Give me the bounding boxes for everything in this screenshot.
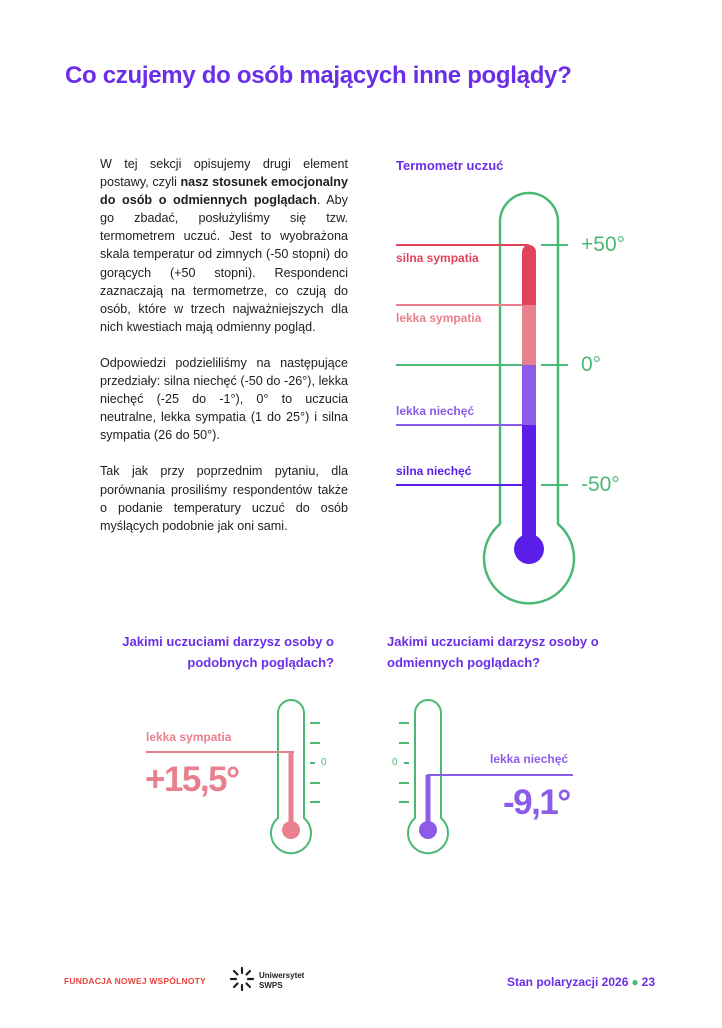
- different-feeling-value: -9,1°: [503, 783, 570, 822]
- column-light-aversion: [522, 365, 536, 425]
- intro-paragraph-2: Odpowiedzi podzieliliśmy na następujące przedziały: silna niechęć (-50 do -26°), lekka niechęć (-25 do -1°), 0° to uczucia neutralne, lekka sympatia (1 do 25°) i silna sympatia (26 do 50°).: [100, 355, 348, 443]
- swps-logo-text: Uniwersytet SWPS: [259, 971, 305, 990]
- footer-foundation-name: FUNDACJA NOWEJ WSPÓLNOTY: [64, 976, 206, 986]
- different-feeling-label: lekka niechęć: [490, 752, 569, 766]
- band-label-strong-aversion: silna niechęć: [396, 464, 472, 478]
- band-label-strong-sympathy: silna sympatia: [396, 251, 479, 265]
- column-strong-aversion: [522, 425, 536, 540]
- question-different-views: Jakimi uczuciami darzysz osoby o odmiennych poglądach?: [387, 634, 599, 670]
- swps-logo-icon: [229, 966, 255, 992]
- separator-dot-icon: ●: [631, 975, 639, 989]
- intro-emphasis: nasz stosunek emocjonalny do osób o odmiennych poglądach: [100, 175, 348, 208]
- thermometer-title: Termometr uczuć: [396, 158, 504, 173]
- page-number: 23: [641, 975, 655, 989]
- scale-label-zero: 0°: [581, 353, 602, 376]
- small-ticks-different: [399, 723, 409, 802]
- different-bulb: [419, 821, 437, 839]
- column-strong-sympathy: [522, 245, 536, 305]
- similar-zero-tick-label: 0: [321, 757, 327, 768]
- intro-paragraph-1: W tej sekcji opisujemy drugi element postawy, czyli nasz stosunek emocjonalny do osób o odmiennych poglądach. Aby go zbadać, posłużyliśmy się tzw. termometrem uczuć. Jest to wyobrażona skala temperatur od zimnych (-50 stopni) do gorących (+50 stopni). Respondenci zaznaczają na termometrze, co czują do osób, które w trzech najważniejszych dla nich kwestiach mają odmienny pogląd.: [100, 157, 348, 334]
- page-title: Co czujemy do osób mających inne poglądy?: [65, 62, 572, 89]
- scale-label-minus50: -50°: [581, 473, 620, 496]
- footer-page-info: [507, 975, 655, 989]
- intro-paragraph-3: Tak jak przy poprzednim pytaniu, dla porównania prosiliśmy respondentów także o podanie temperatury uczuć do osób myślących podobnie jak oni sami.: [100, 464, 348, 533]
- scale-label-plus50: +50°: [581, 233, 626, 256]
- different-zero-tick-label: 0: [392, 757, 398, 768]
- thermometer-bulb: [514, 534, 544, 564]
- publication-title: Stan polaryzacji 2026: [506, 975, 629, 989]
- column-light-sympathy: [522, 305, 536, 365]
- small-ticks-similar: [310, 723, 320, 802]
- question-similar-views: Jakimi uczuciami darzysz osoby o podobnych poglądach?: [122, 634, 334, 670]
- similar-bulb: [282, 821, 300, 839]
- band-label-light-aversion: lekka niechęć: [396, 404, 475, 418]
- similar-feeling-label: lekka sympatia: [146, 730, 232, 744]
- similar-feeling-value: +15,5°: [145, 760, 239, 799]
- band-label-light-sympathy: lekka sympatia: [396, 311, 482, 325]
